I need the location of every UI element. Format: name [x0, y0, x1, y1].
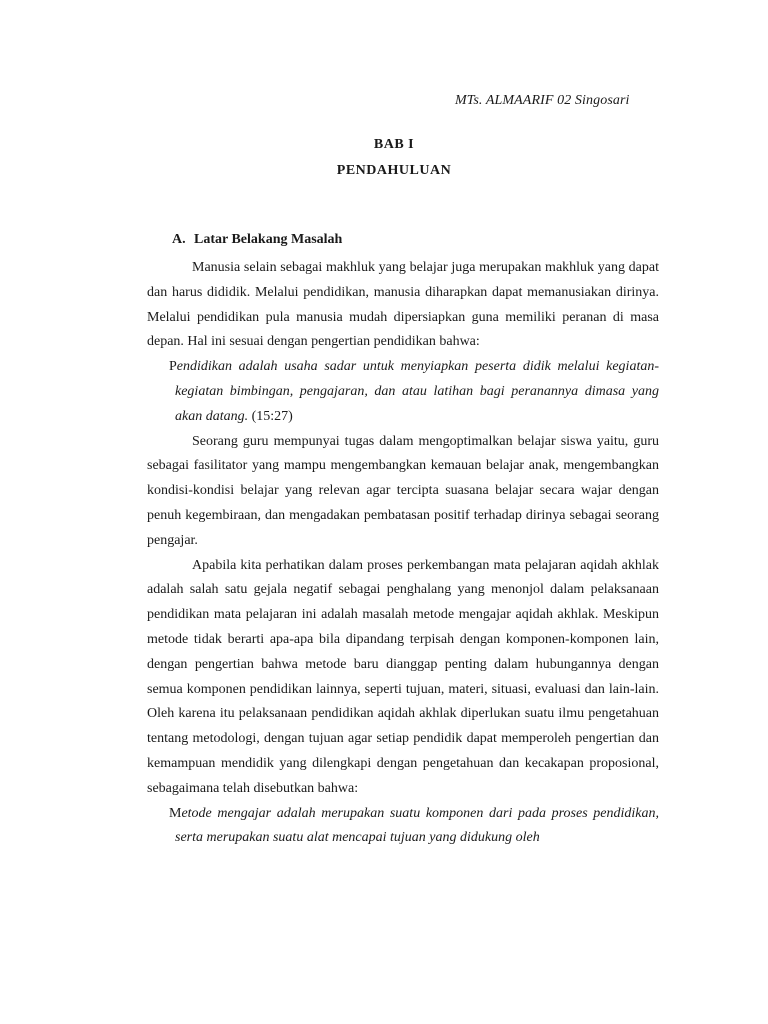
chapter-number: BAB I [373, 137, 415, 152]
paragraph-2: Seorang guru mempunyai tugas dalam mengoptimalkan belajar siswa yaitu, guru sebagai fasilitator yang mampu mengembangkan kemauan belajar anak, mengembangkan kondisi-kondisi belajar yang relevan agar tercipta suasana belajar secara wajar dengan penuh kegembiraan, dan mengadakan pembatasan positif terhadap dirinya sebagai seorang pengajar. [147, 433, 659, 548]
quote-1 [147, 355, 659, 429]
quote-1-text: endidikan adalah usaha sadar untuk menyiapkan peserta didik melalui kegiatan-kegiatan bimbingan, pengajaran, dan atau latihan bagi peranannya dimasa yang akan datang. [175, 359, 659, 424]
section-title: Latar Belakang Masalah [194, 232, 343, 247]
quote-2-text: etode mengajar adalah merupakan suatu komponen dari pada proses pendidikan, serta merupakan suatu alat mencapai tujuan yang didukung oleh [175, 805, 659, 846]
quote-1-citation: (15:27) [248, 408, 293, 424]
quote-2-initial: M [169, 805, 182, 821]
quote-2 [147, 802, 659, 852]
section-heading [172, 232, 342, 248]
quote-1-initial: P [169, 359, 177, 375]
paragraph-1: Manusia selain sebagai makhluk yang belajar juga merupakan makhluk yang dapat dan harus dididik. Melalui pendidikan, manusia diharapkan dapat memanusiakan dirinya. Melalui pendidikan pula manusia mudah dipersiapkan guna memiliki peranan di masa depan. Hal ini sesuai dengan pengertian pendidikan bahwa: [147, 260, 659, 350]
section-letter: A. [172, 232, 186, 247]
document-body [147, 256, 659, 851]
paragraph-3: Apabila kita perhatikan dalam proses perkembangan mata pelajaran aqidah akhlak adalah salah satu gejala negatif sebagai penghalang yang menonjol dalam pelaksanaan pendidikan mata pelajaran ini adalah masalah metode mengajar aqidah akhlak. Meskipun metode tidak berarti apa-apa bila dipandang terpisah dengan komponen-komponen lain, dengan pengertian bahwa metode baru dianggap penting dalam hubungannya dengan semua komponen pendidikan lainnya, seperti tujuan, materi, situasi, evaluasi dan lain-lain. Oleh karena itu pelaksanaan pendidikan aqidah akhlak diperlukan suatu ilmu pengetahuan tentang metodologi, dengan tujuan agar setiap pendidik dapat memperoleh pengertian dan kemampuan mendidik yang dilengkapi dengan pengetahuan dan kecakapan proposional, sebagaimana telah disebutkan bahwa: [147, 557, 659, 796]
chapter-title: PENDAHULUAN [336, 163, 452, 178]
running-header: MTs. ALMAARIF 02 Singosari [455, 93, 630, 108]
